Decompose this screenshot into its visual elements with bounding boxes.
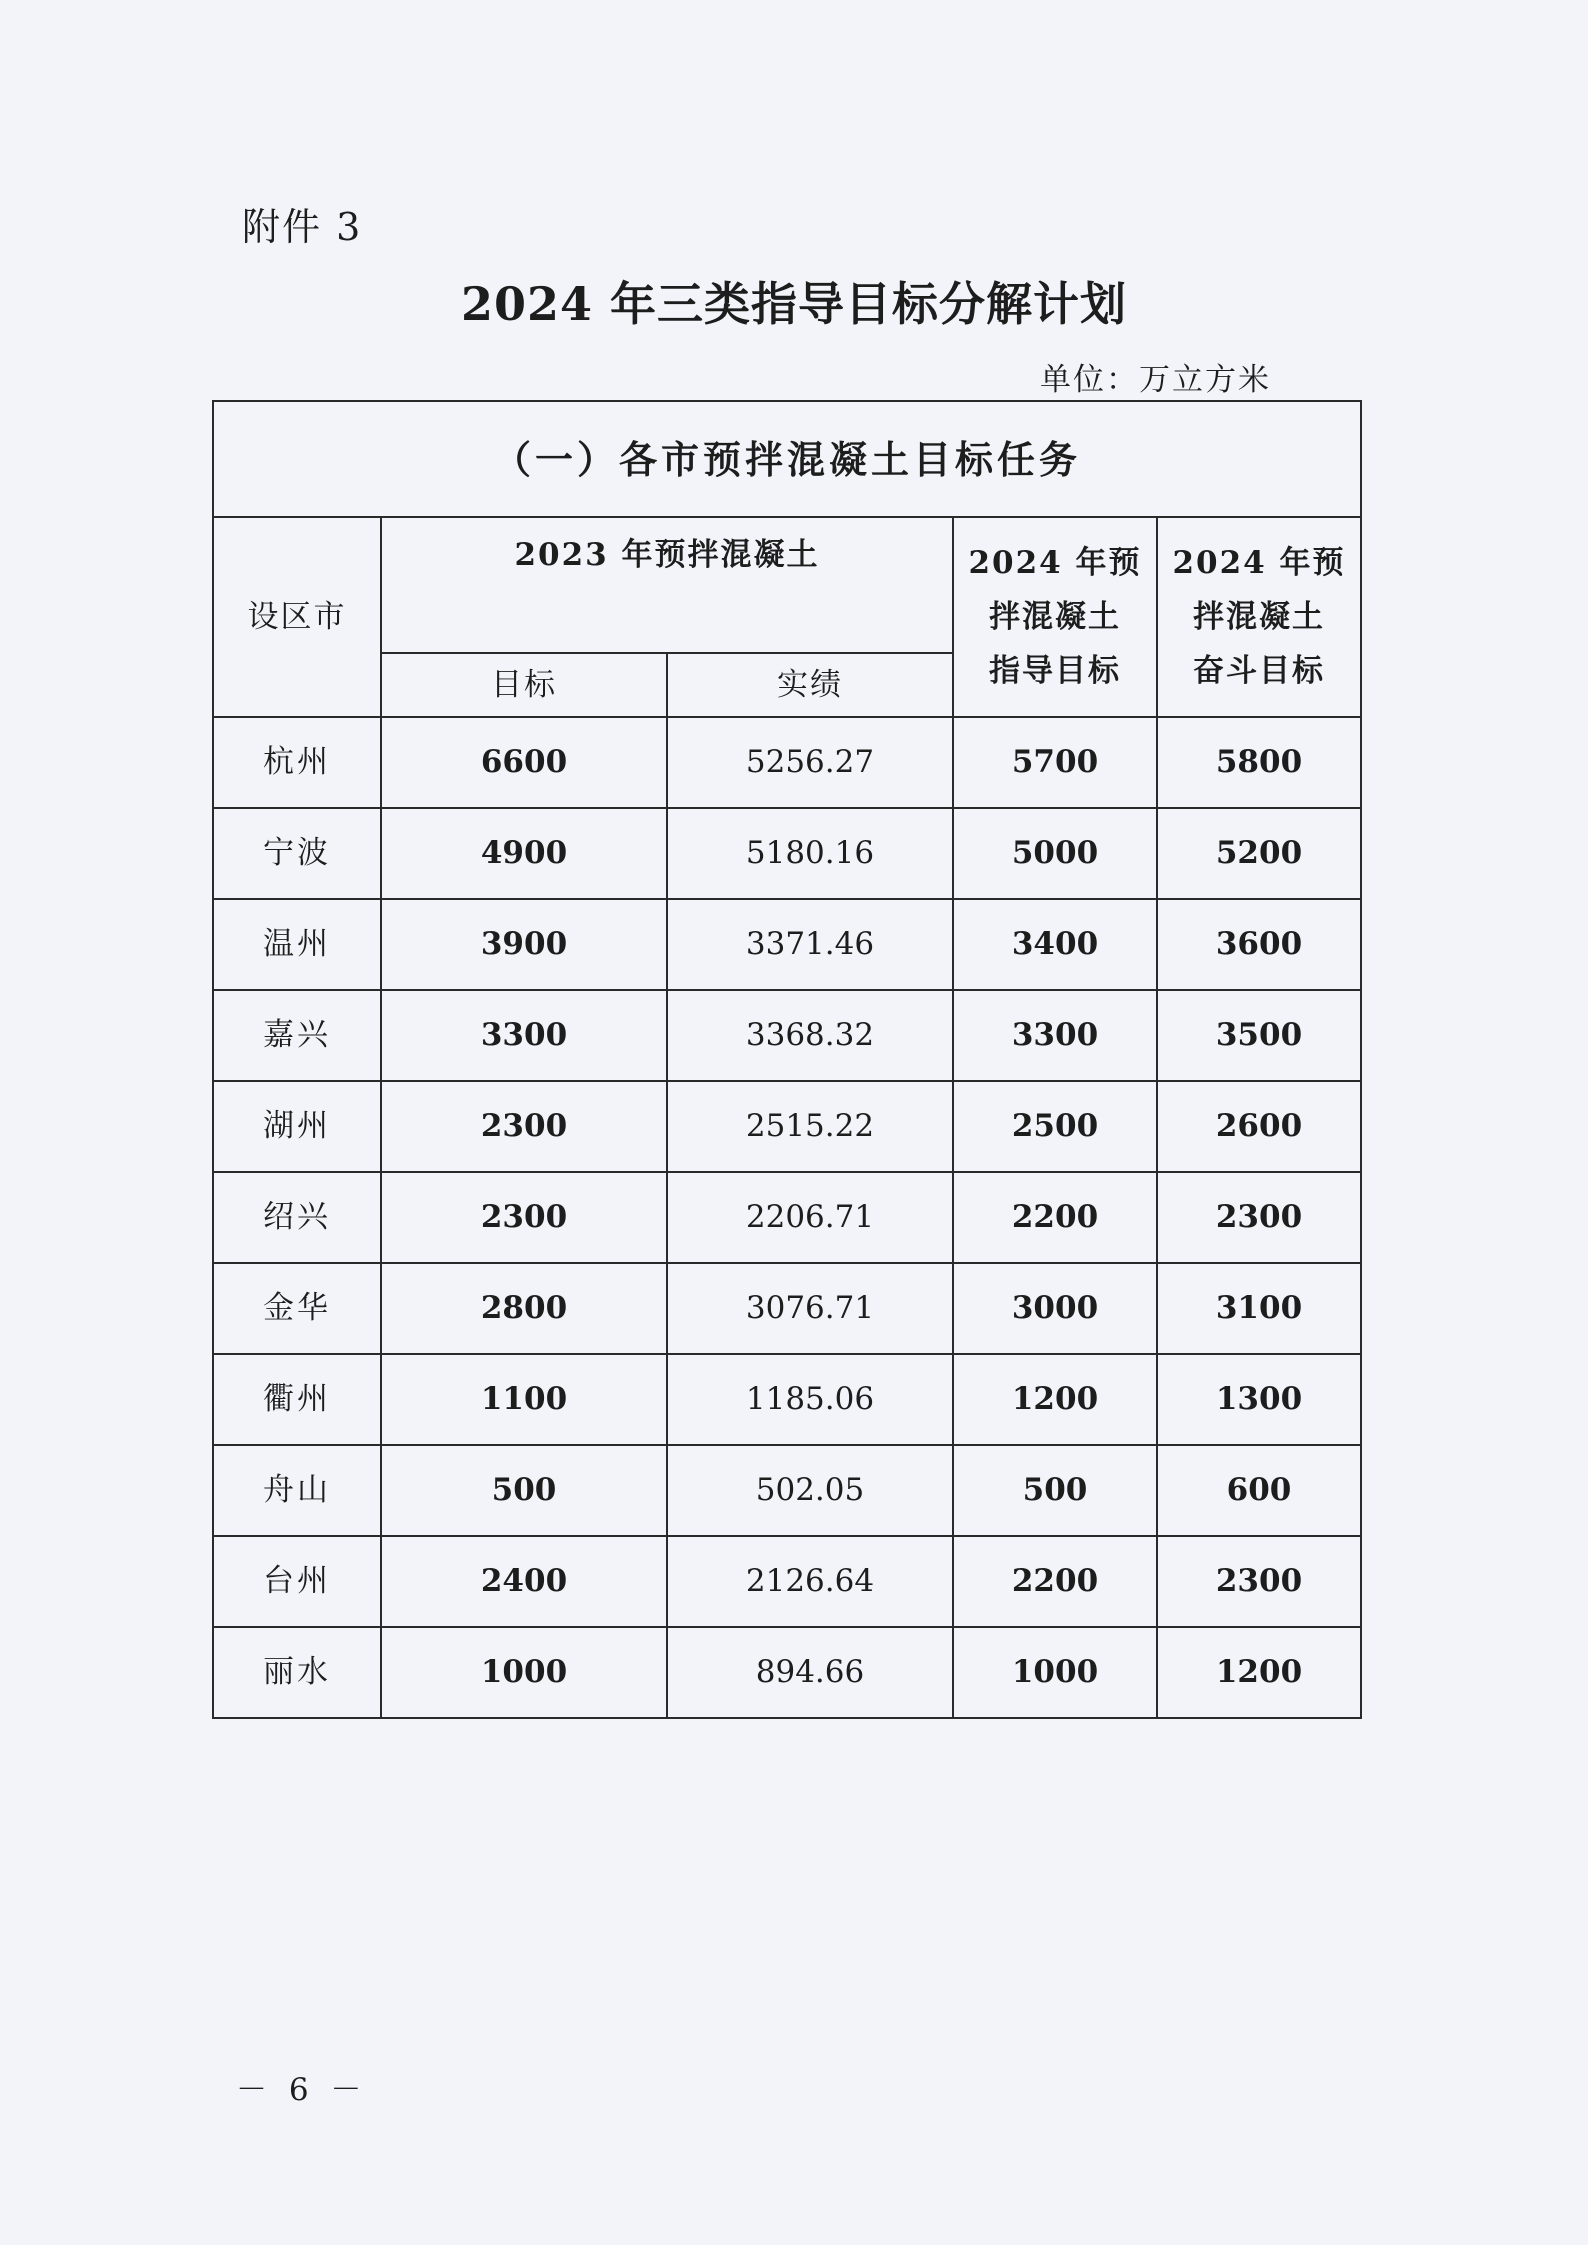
header-2023-group: 2023 年预拌混凝土 xyxy=(381,517,953,653)
table-row xyxy=(213,1081,1361,1172)
actual-2023: 2206.71 xyxy=(667,1172,953,1263)
actual-2023: 5256.27 xyxy=(667,717,953,808)
guide-2024: 2200 xyxy=(953,1536,1157,1627)
actual-2023: 2126.64 xyxy=(667,1536,953,1627)
target-2023: 1000 xyxy=(381,1627,667,1718)
target-2023: 2800 xyxy=(381,1263,667,1354)
city-name: 绍兴 xyxy=(213,1172,381,1263)
unit-label: 单位：万立方米 xyxy=(1040,362,1271,398)
target-2023: 3900 xyxy=(381,899,667,990)
table-row xyxy=(213,1627,1361,1718)
target-2023: 2300 xyxy=(381,1172,667,1263)
target-plan-table xyxy=(212,400,1362,1719)
strive-2024: 600 xyxy=(1157,1445,1361,1536)
table-row xyxy=(213,990,1361,1081)
header-2024-guide-line1: 2024 年预 xyxy=(968,544,1142,581)
table-row xyxy=(213,1354,1361,1445)
actual-2023: 3368.32 xyxy=(667,990,953,1081)
section-title: （一）各市预拌混凝土目标任务 xyxy=(213,401,1361,517)
actual-2023: 3076.71 xyxy=(667,1263,953,1354)
strive-2024: 1300 xyxy=(1157,1354,1361,1445)
city-name: 湖州 xyxy=(213,1081,381,1172)
guide-2024: 2200 xyxy=(953,1172,1157,1263)
guide-2024: 500 xyxy=(953,1445,1157,1536)
section-title-row xyxy=(213,401,1361,517)
guide-2024: 5000 xyxy=(953,808,1157,899)
target-2023: 2400 xyxy=(381,1536,667,1627)
city-name: 宁波 xyxy=(213,808,381,899)
guide-2024: 3000 xyxy=(953,1263,1157,1354)
header-2024-guide-line2: 拌混凝土 xyxy=(989,598,1121,635)
strive-2024: 1200 xyxy=(1157,1627,1361,1718)
document-title: 2024 年三类指导目标分解计划 xyxy=(460,277,1128,331)
guide-2024: 2500 xyxy=(953,1081,1157,1172)
city-name: 丽水 xyxy=(213,1627,381,1718)
guide-2024: 3300 xyxy=(953,990,1157,1081)
header-2024-strive-line3: 奋斗目标 xyxy=(1193,653,1325,690)
table-row xyxy=(213,1536,1361,1627)
city-name: 舟山 xyxy=(213,1445,381,1536)
actual-2023: 5180.16 xyxy=(667,808,953,899)
header-city: 设区市 xyxy=(213,517,381,717)
table-row xyxy=(213,899,1361,990)
guide-2024: 5700 xyxy=(953,717,1157,808)
table-row xyxy=(213,1172,1361,1263)
city-name: 衢州 xyxy=(213,1354,381,1445)
guide-2024: 1200 xyxy=(953,1354,1157,1445)
actual-2023: 502.05 xyxy=(667,1445,953,1536)
target-2023: 6600 xyxy=(381,717,667,808)
guide-2024: 3400 xyxy=(953,899,1157,990)
city-name: 温州 xyxy=(213,899,381,990)
target-2023: 4900 xyxy=(381,808,667,899)
target-2023: 2300 xyxy=(381,1081,667,1172)
target-2023: 3300 xyxy=(381,990,667,1081)
page-number: － 6 － xyxy=(236,2072,368,2108)
strive-2024: 2300 xyxy=(1157,1536,1361,1627)
header-2023-target: 目标 xyxy=(381,653,667,717)
table-row xyxy=(213,1445,1361,1536)
actual-2023: 2515.22 xyxy=(667,1081,953,1172)
strive-2024: 5200 xyxy=(1157,808,1361,899)
header-2024-guide-target xyxy=(953,517,1157,717)
header-2024-strive-line1: 2024 年预 xyxy=(1172,544,1346,581)
strive-2024: 2600 xyxy=(1157,1081,1361,1172)
actual-2023: 1185.06 xyxy=(667,1354,953,1445)
table-row xyxy=(213,1263,1361,1354)
table-row xyxy=(213,717,1361,808)
target-2023: 500 xyxy=(381,1445,667,1536)
target-2023: 1100 xyxy=(381,1354,667,1445)
strive-2024: 5800 xyxy=(1157,717,1361,808)
guide-2024: 1000 xyxy=(953,1627,1157,1718)
actual-2023: 3371.46 xyxy=(667,899,953,990)
header-2023-actual: 实绩 xyxy=(667,653,953,717)
city-name: 嘉兴 xyxy=(213,990,381,1081)
city-name: 台州 xyxy=(213,1536,381,1627)
strive-2024: 3500 xyxy=(1157,990,1361,1081)
city-name: 杭州 xyxy=(213,717,381,808)
header-2024-strive-line2: 拌混凝土 xyxy=(1193,598,1325,635)
city-name: 金华 xyxy=(213,1263,381,1354)
header-2024-strive-target xyxy=(1157,517,1361,717)
table-row xyxy=(213,808,1361,899)
actual-2023: 894.66 xyxy=(667,1627,953,1718)
strive-2024: 3600 xyxy=(1157,899,1361,990)
header-row-top xyxy=(213,517,1361,653)
header-2024-guide-line3: 指导目标 xyxy=(989,653,1121,690)
strive-2024: 2300 xyxy=(1157,1172,1361,1263)
attachment-label: 附件 3 xyxy=(242,205,363,249)
strive-2024: 3100 xyxy=(1157,1263,1361,1354)
